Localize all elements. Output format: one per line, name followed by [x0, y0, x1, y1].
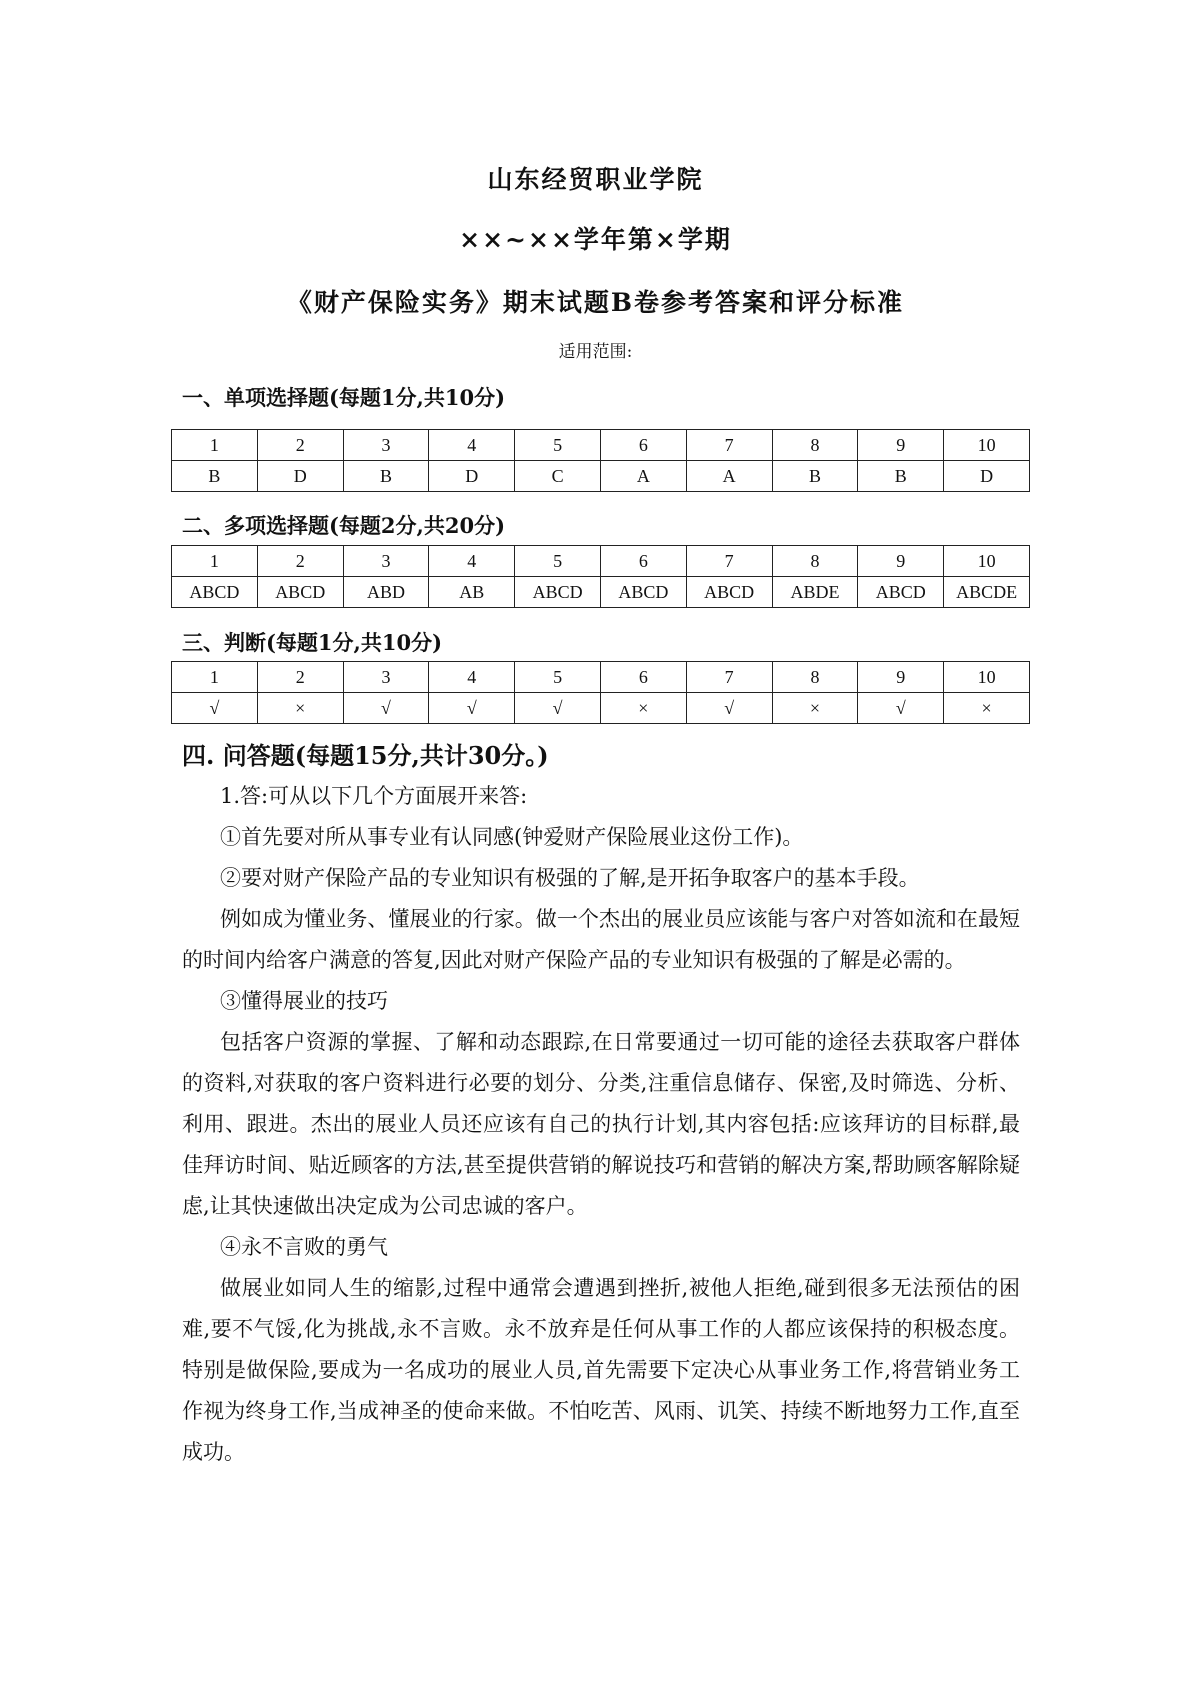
answer-cell: B — [858, 461, 944, 492]
check-mark: √ — [172, 693, 258, 724]
question-number: 3 — [343, 662, 429, 693]
check-mark: √ — [686, 693, 772, 724]
answer-cell: B — [772, 461, 858, 492]
answer-point-3-detail: 包括客户资源的掌握、了解和动态跟踪,在日常要通过一切可能的途径去获取客户群体的资料,对获取的客户资料进行必要的划分、分类,注重信息储存、保密,及时筛选、分析、利用、跟进。杰出的展业人员还应该有自己的执行计划,其内容包括:应该拜访的目标群,最佳拜访时间、贴近顾客的方法,甚至提供营销的解说技巧和营销的解决方案,帮助顾客解除疑虑,让其快速做出决定成为公司忠诚的客户。 — [182, 1030, 1021, 1218]
question-number: 4 — [429, 430, 515, 461]
answer-row — [172, 693, 1030, 724]
cross-mark: × — [772, 693, 858, 724]
question-number: 7 — [686, 546, 772, 577]
answer-row — [172, 577, 1030, 608]
question-number: 5 — [515, 662, 601, 693]
exam-title: 《财产保险实务》期末试题B卷参考答案和评分标准 — [286, 288, 905, 317]
question-number: 2 — [257, 546, 343, 577]
answer-cell: A — [600, 461, 686, 492]
answer-point-4: ④永不言败的勇气 — [220, 1235, 388, 1259]
question-number: 8 — [772, 546, 858, 577]
term-title: ××~××学年第×学期 — [459, 225, 732, 254]
true-false-answer-table — [171, 661, 1030, 724]
multiple-choice-answer-table — [171, 545, 1030, 608]
question-number: 2 — [257, 430, 343, 461]
answer-cell: B — [172, 461, 258, 492]
question-number: 7 — [686, 430, 772, 461]
answer-cell: ABCD — [257, 577, 343, 608]
check-mark: √ — [515, 693, 601, 724]
question-number: 9 — [858, 430, 944, 461]
question-number-row — [172, 662, 1030, 693]
question-number: 3 — [343, 430, 429, 461]
question-number: 10 — [944, 430, 1030, 461]
question-number: 4 — [429, 546, 515, 577]
single-choice-answer-table — [171, 429, 1030, 492]
answer-cell: D — [257, 461, 343, 492]
question-number: 6 — [600, 546, 686, 577]
cross-mark: × — [257, 693, 343, 724]
answer-cell: ABCD — [858, 577, 944, 608]
question-number: 4 — [429, 662, 515, 693]
question-number-row — [172, 430, 1030, 461]
question-number: 6 — [600, 430, 686, 461]
answer-cell: ABCD — [686, 577, 772, 608]
answer-cell: ABCD — [600, 577, 686, 608]
question-number: 10 — [944, 546, 1030, 577]
section-single-choice-title: 一、单项选择题(每题1分,共10分) — [182, 385, 506, 410]
answer-point-2-detail: 例如成为懂业务、懂展业的行家。做一个杰出的展业员应该能与客户对答如流和在最短的时间内给客户满意的答复,因此对财产保险产品的专业知识有极强的了解是必需的。 — [182, 907, 1020, 972]
section-multiple-choice-title: 二、多项选择题(每题2分,共20分) — [182, 513, 506, 538]
question-number: 2 — [257, 662, 343, 693]
answer-row — [172, 461, 1030, 492]
check-mark: √ — [343, 693, 429, 724]
scope-label: 适用范围: — [558, 342, 633, 362]
question-number: 3 — [343, 546, 429, 577]
question-number: 8 — [772, 430, 858, 461]
check-mark: √ — [858, 693, 944, 724]
cross-mark: × — [600, 693, 686, 724]
question-number: 1 — [172, 662, 258, 693]
question-number: 9 — [858, 546, 944, 577]
answer-point-4-detail: 做展业如同人生的缩影,过程中通常会遭遇到挫折,被他人拒绝,碰到很多无法预估的困难,要不气馁,化为挑战,永不言败。永不放弃是任何从事工作的人都应该保持的积极态度。特别是做保险,要成为一名成功的展业人员,首先需要下定决心从事业务工作,将营销业务工作视为终身工作,当成神圣的使命来做。不怕吃苦、风雨、讥笑、持续不断地努力工作,直至成功。 — [182, 1276, 1020, 1464]
question-number: 6 — [600, 662, 686, 693]
answer-point-3: ③懂得展业的技巧 — [220, 989, 388, 1013]
answer-cell: A — [686, 461, 772, 492]
school-name: 山东经贸职业学院 — [487, 165, 704, 194]
cross-mark: × — [944, 693, 1030, 724]
answer-cell: B — [343, 461, 429, 492]
question-number: 1 — [172, 546, 258, 577]
essay-answer-body — [182, 776, 1020, 1473]
answer-cell: ABCD — [172, 577, 258, 608]
question-number: 9 — [858, 662, 944, 693]
question-number: 5 — [515, 430, 601, 461]
answer-cell: ABCDE — [944, 577, 1030, 608]
answer-cell: D — [429, 461, 515, 492]
answer-cell: D — [944, 461, 1030, 492]
section-essay-title: 四. 问答题(每题15分,共计30分。) — [182, 741, 549, 770]
question-number-row — [172, 546, 1030, 577]
answer-intro: 1.答:可从以下几个方面展开来答: — [220, 784, 528, 808]
question-number: 1 — [172, 430, 258, 461]
answer-cell: C — [515, 461, 601, 492]
check-mark: √ — [429, 693, 515, 724]
answer-cell: ABDE — [772, 577, 858, 608]
question-number: 8 — [772, 662, 858, 693]
question-number: 10 — [944, 662, 1030, 693]
question-number: 5 — [515, 546, 601, 577]
answer-point-1: ①首先要对所从事专业有认同感(钟爱财产保险展业这份工作)。 — [220, 825, 804, 849]
answer-cell: ABCD — [515, 577, 601, 608]
section-true-false-title: 三、判断(每题1分,共10分) — [182, 630, 443, 655]
answer-cell: ABD — [343, 577, 429, 608]
answer-cell: AB — [429, 577, 515, 608]
answer-point-2: ②要对财产保险产品的专业知识有极强的了解,是开拓争取客户的基本手段。 — [220, 866, 920, 890]
question-number: 7 — [686, 662, 772, 693]
